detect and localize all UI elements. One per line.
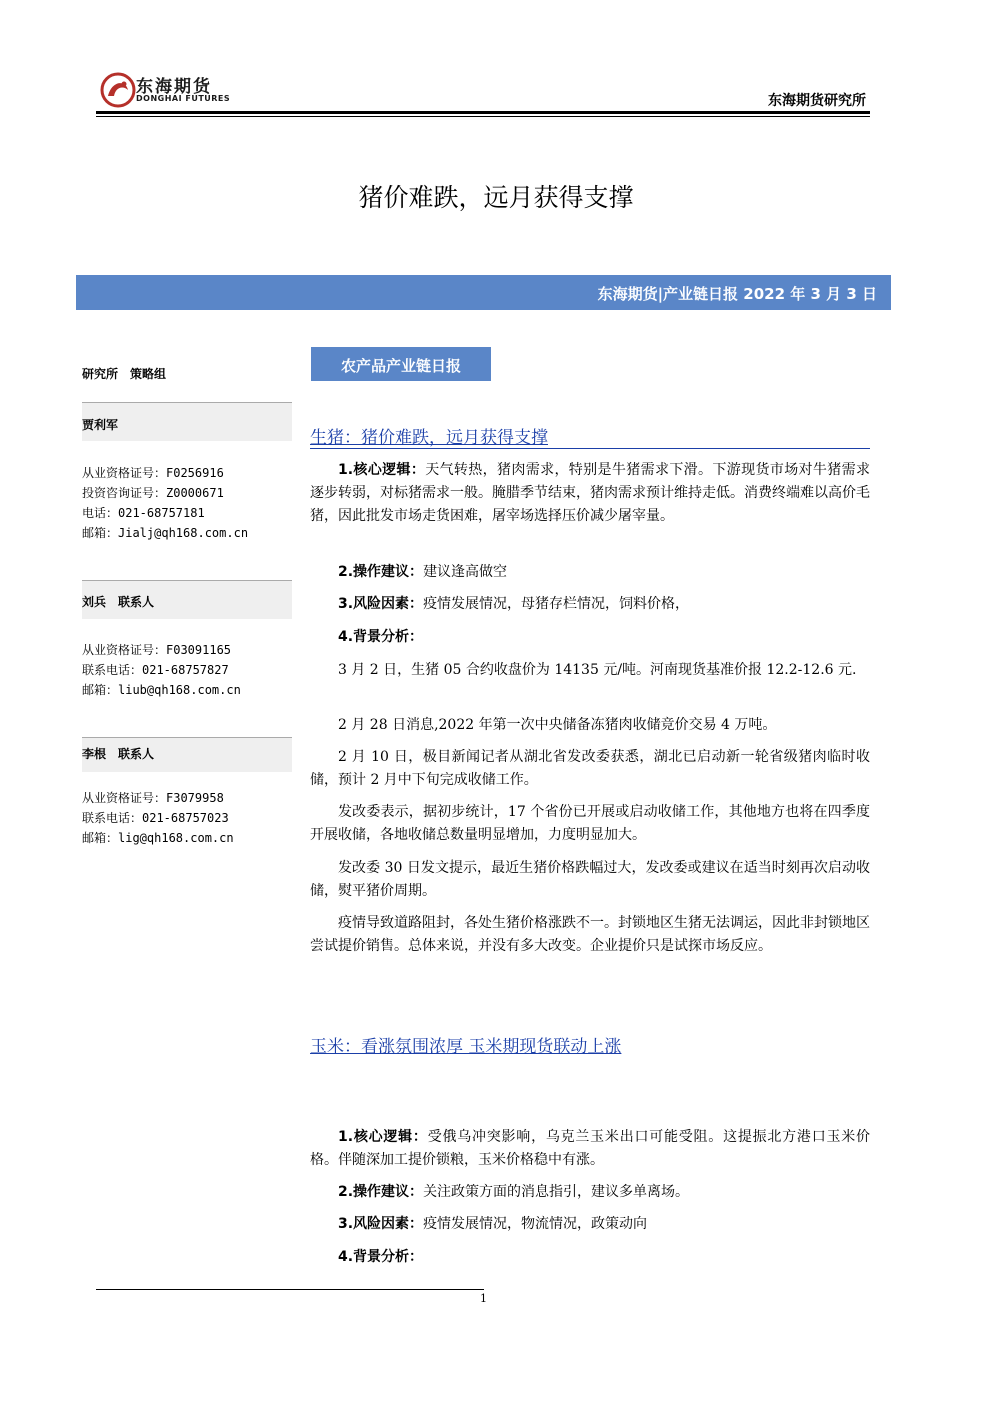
item-text: 建议逢高做空 bbox=[423, 564, 508, 580]
analyst-email: 邮箱：lig@qh168.com.cn bbox=[82, 831, 234, 845]
item-text: 疫情发展情况，母猪存栏情况，饲料价格， bbox=[423, 596, 690, 612]
section-title-hog[interactable]: 生猪：猪价难跌，远月获得支撑 bbox=[310, 428, 548, 448]
analyst-qualification: 从业资格证号：F0256916 bbox=[82, 466, 224, 480]
analyst-qualification: 从业资格证号：F3079958 bbox=[82, 791, 224, 805]
risk-factors-paragraph bbox=[310, 593, 870, 616]
analyst-email: 邮箱：liub@qh168.com.cn bbox=[82, 683, 241, 697]
page-number: 1 bbox=[480, 1292, 487, 1305]
background-paragraph: 疫情导致道路阻封，各处生猪价格涨跌不一。封锁地区生猪无法调运，因此非封锁地区尝试提价销售。总体来说，并没有多大改变。企业提价只是试探市场反应。 bbox=[310, 915, 870, 954]
section-title-corn[interactable]: 玉米：看涨氛围浓厚 玉米期现货联动上涨 bbox=[310, 1037, 622, 1057]
analyst-contact bbox=[82, 788, 292, 848]
item-label: 3.风险因素： bbox=[338, 1216, 424, 1232]
analyst-consulting-id: 投资咨询证号：Z0000671 bbox=[82, 486, 224, 500]
item-text: 疫情发展情况，物流情况，政策动向 bbox=[423, 1216, 648, 1232]
analyst-email: 邮箱：Jialj@qh168.com.cn bbox=[82, 526, 249, 540]
item-label: 3.风险因素： bbox=[338, 596, 424, 612]
analyst-phone: 电话：021-68757181 bbox=[82, 506, 205, 520]
item-label: 4.背景分析： bbox=[338, 1249, 424, 1265]
item-label: 4.背景分析： bbox=[338, 629, 424, 645]
item-text: 关注政策方面的消息指引，建议多单离场。 bbox=[423, 1184, 690, 1200]
operation-advice-paragraph bbox=[310, 1181, 870, 1204]
report-category-tag bbox=[311, 347, 491, 381]
background-heading bbox=[310, 626, 870, 649]
core-logic-paragraph bbox=[310, 1126, 870, 1172]
analyst-phone: 联系电话：021-68757827 bbox=[82, 663, 229, 677]
report-category-label: 农产品产业链日报 bbox=[340, 357, 461, 375]
item-text: 受俄乌冲突影响，乌克兰玉米出口可能受阻。这提振北方港口玉米价格。伴随深加工提价锁粮，玉米价格稳中有涨。 bbox=[310, 1129, 871, 1168]
banner-text: 东海期货|产业链日报 2022 年 3 月 3 日 bbox=[597, 285, 877, 303]
item-label: 1.核心逻辑： bbox=[338, 462, 426, 478]
analyst-name: 李根 联系人 bbox=[82, 747, 155, 761]
analyst-contact bbox=[82, 463, 292, 543]
analyst-contact bbox=[82, 640, 292, 700]
company-logo bbox=[98, 70, 231, 110]
risk-factors-paragraph bbox=[310, 1213, 870, 1236]
analyst-qualification: 从业资格证号：F03091165 bbox=[82, 643, 232, 657]
operation-advice-paragraph bbox=[310, 561, 870, 584]
analyst-name: 贾利军 bbox=[82, 418, 119, 432]
item-label: 2.操作建议： bbox=[338, 1184, 424, 1200]
analyst-phone: 联系电话：021-68757023 bbox=[82, 811, 229, 825]
item-label: 2.操作建议： bbox=[338, 564, 424, 580]
footer-rule bbox=[96, 1289, 484, 1290]
background-paragraph: 发改委表示，据初步统计，17 个省份已开展或启动收储工作，其他地方也将在四季度开展收储，各地收储总数量明显增加，力度明显加大。 bbox=[310, 804, 870, 843]
item-label: 1.核心逻辑： bbox=[338, 1129, 428, 1145]
background-paragraph: 2 月 28 日消息,2022 年第一次中央储备冻猪肉收储竞价交易 4 万吨。 bbox=[338, 717, 777, 733]
header-rule bbox=[96, 111, 870, 114]
team-label: 研究所 策略组 bbox=[82, 367, 167, 381]
background-paragraph: 发改委 30 日发文提示，最近生猪价格跌幅过大，发改委或建议在适当时刻再次启动收储，熨平猪价周期。 bbox=[310, 860, 870, 899]
background-paragraph: 2 月 10 日，极目新闻记者从湖北省发改委获悉，湖北已启动新一轮省级猪肉临时收储，预计 2 月中下旬完成收储工作。 bbox=[310, 749, 870, 788]
institute-name: 东海期货研究所 bbox=[768, 93, 866, 109]
section-underline bbox=[310, 448, 870, 449]
analyst-name: 刘兵 联系人 bbox=[82, 595, 155, 609]
item-text: 天气转热，猪肉需求，特别是牛猪需求下滑。下游现货市场对牛猪需求逐步转弱，对标猪需求一般。腌腊季节结束，猪肉需求预计维持走低。消费终端难以高价毛猪，因此批发市场走货困难，屠宰场选择压价减少屠宰量。 bbox=[310, 462, 870, 524]
header-rule-thin bbox=[96, 116, 870, 117]
core-logic-paragraph bbox=[310, 459, 870, 528]
background-heading bbox=[310, 1246, 870, 1269]
logo-chinese-name: 东海期货 bbox=[136, 77, 212, 97]
document-title: 猪价难跌，远月获得支撑 bbox=[358, 183, 634, 212]
logo-english-name: DONGHAI FUTURES bbox=[136, 94, 231, 103]
report-banner bbox=[76, 275, 891, 310]
background-paragraph: 3 月 2 日，生猪 05 合约收盘价为 14135 元/吨。河南现货基准价报 12.2-12.6 元. bbox=[338, 662, 857, 678]
dragon-logo-icon bbox=[98, 70, 138, 110]
